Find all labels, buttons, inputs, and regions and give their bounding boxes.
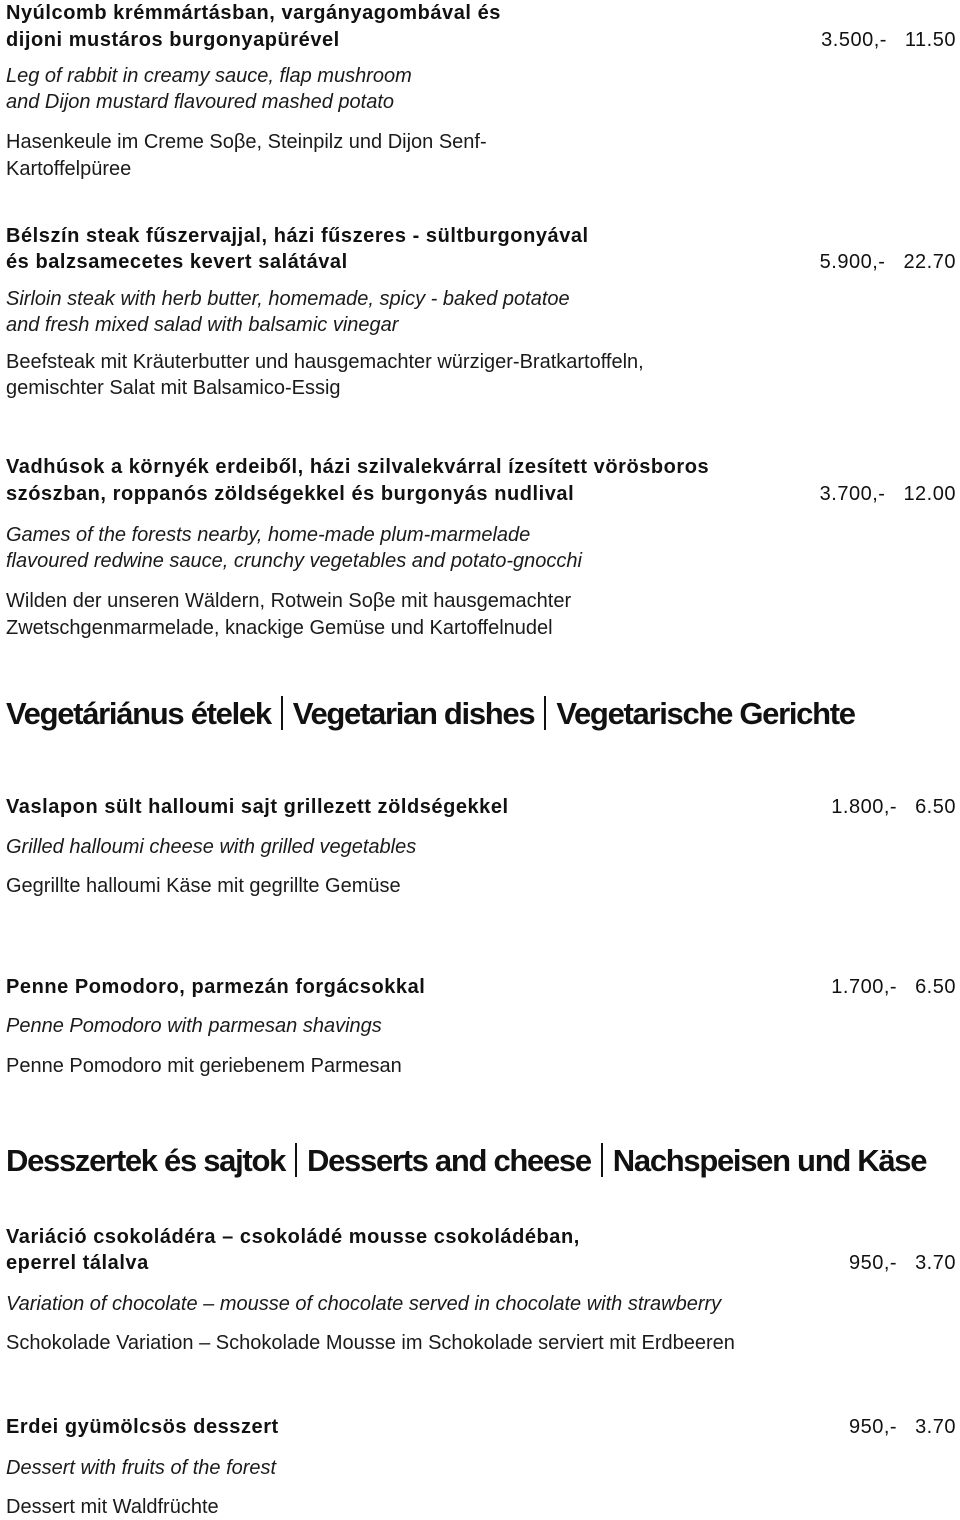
dish-rabbit-en-line1: Leg of rabbit in creamy sauce, flap mushroom [6,65,412,87]
dish-rabbit-de-line2: Kartoffelpüree [6,158,132,180]
section-title-desserts [6,1141,926,1181]
dish-penne-price [831,974,956,1000]
price-eur: 11.50 [904,29,956,51]
price-huf: 950,- [848,1416,898,1438]
dish-forest-fruits-en: Dessert with fruits of the forest [6,1457,277,1479]
dish-game-de-line1: Wilden der unseren Wäldern, Rotwein Soβe mit hausgemachter [6,590,572,612]
dish-sirloin-hu-line1: Bélszín steak fűszervajjal, házi fűszeres - sültburgonyával [6,225,589,247]
price-huf: 1.800,- [831,796,898,818]
price-eur: 6.50 [915,796,956,818]
dish-forest-fruits-price [849,1414,956,1440]
title-divider [281,696,283,730]
price-eur: 3.70 [915,1252,956,1274]
dish-chocolate-hu-line2: eperrel tálalva [6,1252,149,1274]
price-eur: 3.70 [915,1416,956,1438]
dish-sirloin-price [820,249,956,275]
dish-forest-fruits-de: Dessert mit Waldfrüchte [6,1496,219,1518]
dish-game-price [820,481,956,507]
section-title-de: Nachspeisen und Käse [612,1143,927,1178]
dish-game-de-line2: Zwetschgenmarmelade, knackige Gemüse und Kartoffelnudel [6,617,553,639]
dish-sirloin-de-line1: Beefsteak mit Kräuterbutter und hausgemachter würziger-Bratkartoffeln, [6,351,644,373]
dish-rabbit-hu-line1: Nyúlcomb krémmártásban, vargányagombával és [6,2,501,24]
dish-rabbit-en-line2: and Dijon mustard flavoured mashed potato [6,91,395,113]
section-title-en: Desserts and cheese [307,1143,591,1178]
price-huf: 950,- [848,1252,898,1274]
section-title-hu: Desszertek és sajtok [6,1143,286,1178]
dish-rabbit-hu-line2: dijoni mustáros burgonyapürével [6,29,340,51]
price-huf: 1.700,- [831,976,898,998]
dish-halloumi-hu: Vaslapon sült halloumi sajt grillezett zöldségekkel [6,796,509,818]
price-huf: 5.900,- [819,251,886,273]
title-divider [601,1143,603,1177]
dish-game-en-line1: Games of the forests nearby, home-made plum-marmelade [6,524,531,546]
section-title-hu: Vegetáriánus ételek [6,696,271,731]
dish-sirloin-en-line2: and fresh mixed salad with balsamic vinegar [6,314,399,336]
dish-penne-de: Penne Pomodoro mit geriebenem Parmesan [6,1055,402,1077]
title-divider [544,696,546,730]
dish-penne-hu: Penne Pomodoro, parmezán forgácsokkal [6,976,426,998]
dish-chocolate-price [849,1250,956,1276]
dish-halloumi-price [831,794,956,820]
dish-sirloin-de-line2: gemischter Salat mit Balsamico-Essig [6,377,341,399]
dish-halloumi-de: Gegrillte halloumi Käse mit gegrillte Gemüse [6,875,401,897]
dish-sirloin-hu-line2: és balzsamecetes kevert salátával [6,251,348,273]
dish-forest-fruits-hu: Erdei gyümölcsös desszert [6,1416,279,1438]
dish-game-hu-line2: szószban, roppanós zöldségekkel és burgonyás nudlival [6,483,575,505]
price-eur: 12.00 [903,483,956,505]
price-eur: 22.70 [903,251,956,273]
section-title-de: Vegetarische Gerichte [556,696,855,731]
dish-rabbit-price [821,27,956,53]
price-huf: 3.700,- [819,483,886,505]
dish-halloumi-en: Grilled halloumi cheese with grilled vegetables [6,836,417,858]
dish-rabbit-de-line1: Hasenkeule im Creme Soβe, Steinpilz und Dijon Senf- [6,131,487,153]
price-eur: 6.50 [915,976,956,998]
price-huf: 3.500,- [821,29,887,51]
dish-game-hu-line1: Vadhúsok a környék erdeiből, házi szilvalekvárral ízesített vörösboros [6,456,710,478]
dish-penne-en: Penne Pomodoro with parmesan shavings [6,1015,382,1037]
dish-sirloin-en-line1: Sirloin steak with herb butter, homemade, spicy - baked potatoe [6,288,570,310]
dish-chocolate-en: Variation of chocolate – mousse of chocolate served in chocolate with strawberry [6,1293,722,1315]
title-divider [295,1143,297,1177]
dish-game-en-line2: flavoured redwine sauce, crunchy vegetables and potato-gnocchi [6,550,582,572]
dish-chocolate-hu-line1: Variáció csokoládéra – csokoládé mousse csokoládéban, [6,1226,580,1248]
section-title-en: Vegetarian dishes [292,696,535,731]
section-title-vegetarian [6,694,855,734]
dish-chocolate-de: Schokolade Variation – Schokolade Mousse im Schokolade serviert mit Erdbeeren [6,1332,735,1354]
